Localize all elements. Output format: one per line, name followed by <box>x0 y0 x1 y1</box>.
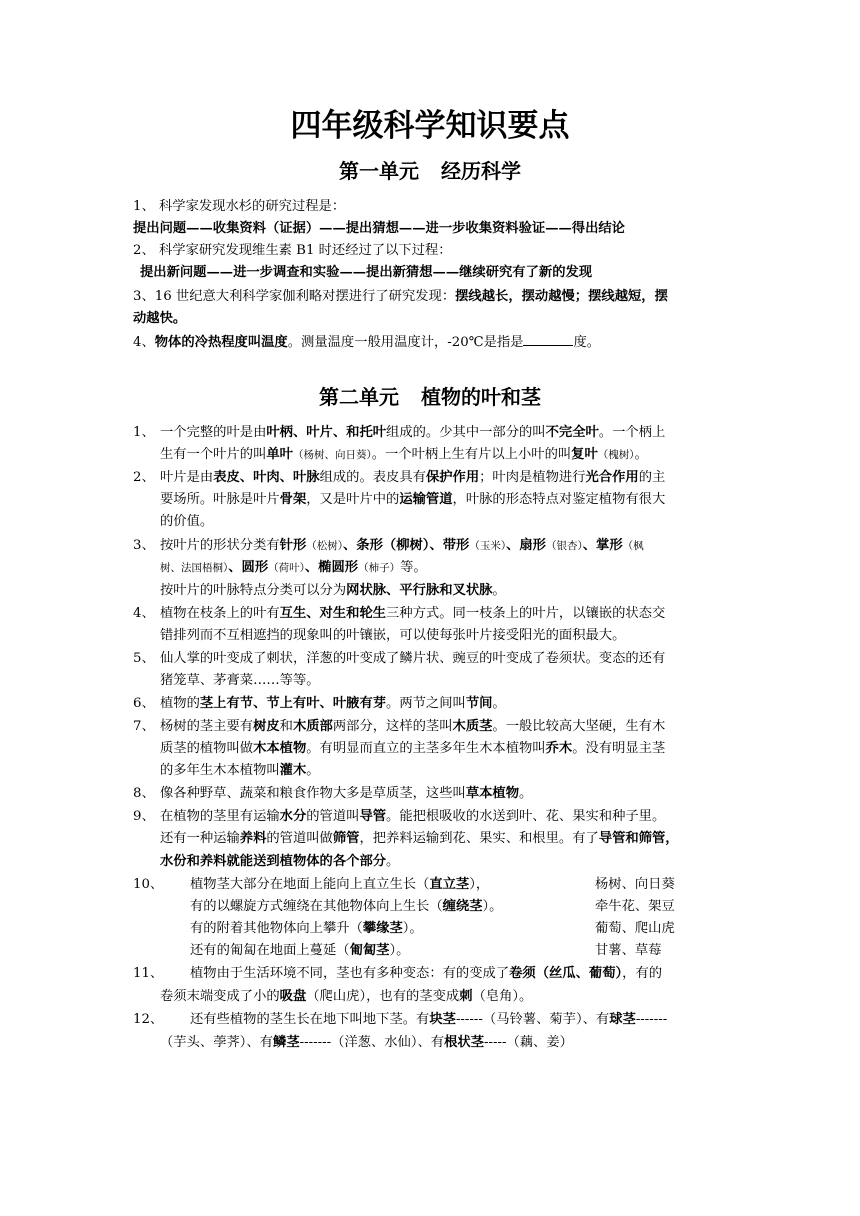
page-title: 四年级科学知识要点 <box>290 108 570 144</box>
item-10-row-2-example: 牵牛花、架豆 <box>595 899 675 914</box>
item-6-line-1: 植物的茎上有节、节上有叶、叶腋有芽。两节之间叫节间。 <box>160 696 506 711</box>
item-8-number: 8、 <box>133 786 155 801</box>
unit1-title <box>0 156 860 186</box>
unit1-line-6: 动越快。 <box>133 311 187 326</box>
item-6-number: 6、 <box>133 696 155 711</box>
item-2-number: 2、 <box>133 470 155 485</box>
item-9-line-3: 水份和养料就能送到植物体的各个部分。 <box>160 854 400 869</box>
item-3-number: 3、 <box>133 538 155 553</box>
item-10-row-1-example: 杨树、向日葵 <box>595 877 675 892</box>
item-10-row-3-example: 葡萄、爬山虎 <box>595 921 675 936</box>
unit2-title-number: 第二单元 <box>319 385 399 409</box>
unit1-line-1: 1、 科学家发现水杉的研究过程是： <box>133 199 346 214</box>
item-10-row-3: 有的附着其他物体向上攀升（攀缘茎）。 <box>190 921 423 936</box>
item-10-row-2: 有的以螺旋方式缠绕在其他物体向上生长（缠绕茎）。 <box>190 899 503 914</box>
item-1-line-2: 生有一个叶片的叫单叶（杨树、向日葵）。一个叶柄上生有片以上小叶的叫复叶（槐树）。 <box>160 447 648 462</box>
item-4-line-2: 错排列而不互相遮挡的现象叫的叶镶嵌，可以使每张叶片接受阳光的面积最大。 <box>160 628 626 643</box>
item-12-line-1: 还有些植物的茎生长在地下叫地下茎。有块茎------（马铃薯、菊芋）、有球茎------- <box>190 1012 668 1027</box>
item-3-line-2: 树、法国梧桐）、圆形（荷叶）、椭圆形（柿子）等。 <box>160 560 427 575</box>
item-1-number: 1、 <box>133 425 155 440</box>
unit2-title <box>0 382 860 412</box>
item-7-number: 7、 <box>133 719 155 734</box>
item-4-line-1: 植物在枝条上的叶有互生、对生和轮生三种方式。同一枝条上的叶片，以镶嵌的状态交 <box>160 606 666 621</box>
item-2-line-1: 叶片是由表皮、叶肉、叶脉组成的。表皮具有保护作用；叶肉是植物进行光合作用的主 <box>160 470 666 485</box>
item-10-number: 10、 <box>133 877 164 892</box>
item-10-row-4-example: 甘薯、草莓 <box>595 943 662 958</box>
item-7-line-1: 杨树的茎主要有树皮和木质部两部分，这样的茎叫木质茎。一般比较高大坚硬，生有木 <box>160 719 666 734</box>
item-2-line-3: 的价值。 <box>160 514 214 529</box>
item-2-line-2: 要场所。叶脉是叶片骨架，又是叶片中的运输管道，叶脉的形态特点对鉴定植物有很大 <box>160 492 666 507</box>
item-11-number: 11、 <box>133 966 164 981</box>
item-11-line-2: 卷须末端变成了小的吸盘（爬山虎），也有的茎变成刺（皂角）。 <box>160 989 533 1004</box>
item-9-line-2: 还有一种运输养料的管道叫做筛管，把养料运输到花、果实、和根里。有了导管和筛管， <box>160 831 679 846</box>
item-5-number: 5、 <box>133 651 155 666</box>
item-3-line-1: 按叶片的形状分类有针形（松树）、条形（柳树）、带形（玉米）、扇形（银杏）、掌形（枫 <box>160 538 644 553</box>
item-5-line-1: 仙人掌的叶变成了刺状，洋葱的叶变成了鳞片状、豌豆的叶变成了卷须状。变态的还有 <box>160 651 666 666</box>
item-8-line-1: 像各种野草、蔬菜和粮食作物大多是草质茎，这些叫草本植物。 <box>160 786 533 801</box>
item-7-line-2: 质茎的植物叫做木本植物。有明显而直立的主茎多年生木本植物叫乔木。没有明显主茎 <box>160 741 666 756</box>
unit1-title-number: 第一单元 <box>339 159 419 183</box>
item-12-line-2: （芋头、荸荠）、有鳞茎-------（洋葱、水仙）、有根状茎-----（藕、姜） <box>160 1035 573 1050</box>
unit1-line-3: 2、 科学家研究发现维生素 B1 时还经过了以下过程： <box>133 243 452 258</box>
unit1-line-2: 提出问题——收集资料（证据）——提出猜想——进一步收集资料验证——得出结论 <box>133 221 625 236</box>
item-10-row-1: 植物茎大部分在地面上能向上直立生长（直立茎）， <box>190 877 490 892</box>
unit1-line-5: 3、16 世纪意大利科学家伽利略对摆进行了研究发现：摆线越长，摆动越慢；摆线越短，摆 <box>133 289 668 304</box>
item-9-number: 9、 <box>133 809 155 824</box>
unit2-title-name: 植物的叶和茎 <box>421 385 541 409</box>
item-4-number: 4、 <box>133 606 155 621</box>
item-12-number: 12、 <box>133 1012 164 1027</box>
item-7-line-3: 的多年生木本植物叫灌木。 <box>160 763 320 778</box>
item-3-line-3: 按叶片的叶脉特点分类可以分为网状脉、平行脉和叉状脉。 <box>160 583 506 598</box>
item-10-row-4: 还有的匍匐在地面上蔓延（匍匐茎）。 <box>190 943 410 958</box>
fill-in-blank[interactable] <box>523 331 573 346</box>
item-1-line-1: 一个完整的叶是由叶柄、叶片、和托叶组成的。少其中一部分的叫不完全叶。一个柄上 <box>160 425 666 440</box>
item-9-line-1: 在植物的茎里有运输水分的管道叫导管。能把根吸收的水送到叶、花、果实和种子里。 <box>160 809 666 824</box>
unit1-line-4: 提出新问题——进一步调查和实验——提出新猜想——继续研究有了新的发现 <box>140 265 593 280</box>
unit1-title-name: 经历科学 <box>441 159 521 183</box>
item-11-line-1: 植物由于生活环境不同，茎也有多种变态：有的变成了卷须（丝瓜、葡萄），有的 <box>190 966 663 981</box>
item-5-line-2: 猪笼草、茅膏菜……等等。 <box>160 673 320 688</box>
unit1-line-7: 4、物体的冷热程度叫温度。测量温度一般用温度计，-20℃是指是 度。 <box>133 331 600 354</box>
